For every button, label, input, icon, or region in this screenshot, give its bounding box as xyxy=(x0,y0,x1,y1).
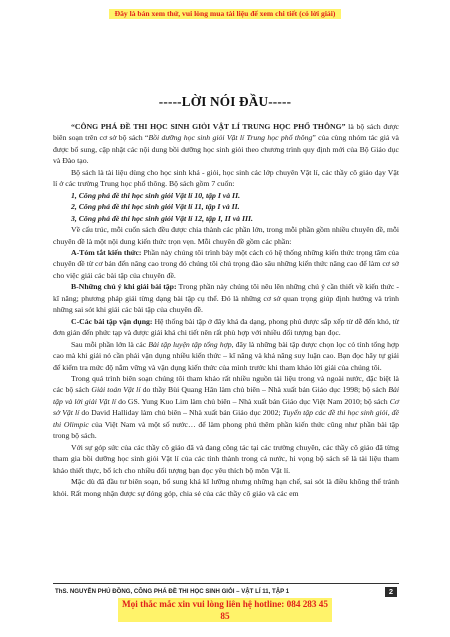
hotline-banner: Mọi thắc mắc xin vui lòng liên hệ hotline: 084 283 45 85 xyxy=(118,598,332,622)
series-title: “CÔNG PHÁ ĐỀ THI HỌC SINH GIỎI VẬT LÍ TRUNG HỌC PHỔ THÔNG” xyxy=(71,122,346,131)
section-b-label: B-Những chú ý khi giải bài tập: xyxy=(71,282,177,292)
footer-divider xyxy=(53,583,399,584)
structure-paragraph: Về cấu trúc, mỗi cuốn sách đều được chia thành các phần lớn, trong mỗi phần gồm nhiều chuyên đề, mỗi chuyên đề là một nội dung kiến thức trọn vẹn. Mỗi chuyên đề gồm các phần: xyxy=(53,225,399,246)
page-number: 2 xyxy=(385,587,397,597)
references-paragraph: Trong quá trình biên soạn chúng tôi tham khảo rất nhiều nguồn tài liệu trong và ngoài nước, đặc biệt là các bộ sách Giải toán Vật lí do thầy Bùi Quang Hân làm chủ biên – Nhà xuất bản Giáo dục 1998; bộ sách Bài tập và lời giải Vật lí do GS. Yung Kuo Lim làm chủ biên – Nhà xuất bản Giáo dục Việt Nam 2010; bộ sách Cơ sở Vật lí do David Halliday làm chủ biên – Nhà xuất bản Giáo dục 2002; Tuyển tập các đề thi học sinh giỏi, đề thi Olimpic của Việt Nam và một số nước… để làm phong phú thêm phần kiến thức cũng như phần bài tập trong bộ sách. xyxy=(53,373,400,441)
section-a-paragraph: A-Tóm tắt kiến thức: Phần này chúng tôi trình bày một cách có hệ thống những kiến thức trọng tâm của chuyên đề từ cơ bản đến nâng cao trong đó chúng tôi chú trọng đào sâu những kiến thức nâng cao để làm cơ sở cho việc giải các bài tập của chuyên đề. xyxy=(53,247,399,280)
footer-running-title: ThS. NGUYỄN PHÚ ĐỒNG, CÔNG PHÁ ĐỀ THI HỌC SINH GIỎI – VẬT LÍ 11, TẬP 1 xyxy=(55,588,290,595)
page-title: -----LỜI NÓI ĐẦU----- xyxy=(158,94,292,109)
thanks-paragraph: Với sự góp sức của các thầy cô giáo đã và đang công tác tại các trường chuyên, các thầy cô giáo đã từng tham gia bồi dưỡng học sinh giỏi Vật lí của các tỉnh thành trong cả nước, hi vọng bộ sách sẽ là tài liệu tham khảo thiết thực, bổ ích cho nhiều đối tượng bạn đọc yêu thích bộ môn Vật lí. xyxy=(53,442,399,475)
intro-paragraph: “CÔNG PHÁ ĐỀ THI HỌC SINH GIỎI VẬT LÍ TRUNG HỌC PHỔ THÔNG” là bộ sách được biên soạn trên cơ sở bộ sách “Bồi dưỡng học sinh giỏi Vật lí Trung học phổ thông” của cùng nhóm tác giả và được bổ sung, cập nhật các nội dung bồi dưỡng học sinh giỏi theo chương trình quy định mới của Bộ Giáo dục và Đào tạo. xyxy=(53,122,399,166)
book-list-item: 3, Công phá đề thi học sinh giỏi Vật lí 12, tập I, II và III. xyxy=(71,213,253,223)
document-body xyxy=(53,121,399,499)
section-c-label: C-Các bài tập vận dụng: xyxy=(71,316,153,326)
section-a-label: A-Tóm tắt kiến thức: xyxy=(71,247,142,257)
audience-paragraph: Bộ sách là tài liệu dùng cho học sinh khá - giỏi, học sinh các lớp chuyên Vật lí, các thầy cô giáo dạy Vật lí ở các trường Trung học phổ thông. Bộ sách gồm 7 cuốn: xyxy=(53,167,399,189)
section-b-paragraph: B-Những chú ý khi giải bài tập: Trong phần này chúng tôi nêu lên những chú ý cần thiết về kiến thức - kĩ năng; phương pháp giải từng dạng bài tập cụ thể. Đó là những cơ sở quan trọng giúp định hướng và trình những sai sót khi giải các bài tập của chuyên đề. xyxy=(53,282,399,315)
practice-paragraph: Sau mỗi phần lớn là các Bài tập luyện tập tổng hợp, đây là những bài tập được chọn lọc có tính tổng hợp cao mà khi giải nó cần phải vận dụng nhiều kiến thức – kĩ năng và khả năng suy luận cao. Bạn đọc hãy tự giải để kiểm tra mức độ nắm vững và vận dụng kiến thức của mình trước khi tham khảo lời giải của chúng tôi. xyxy=(53,339,399,372)
closing-paragraph: Mặc dù đã đầu tư biên soạn, bổ sung khá kĩ lưỡng nhưng những hạn chế, sai sót là điều không thể tránh khỏi. Rất mong nhận được sự đóng góp, chia sẻ của các thầy cô giáo và các em xyxy=(53,477,399,498)
book-list-item: 1, Công phá đề thi học sinh giỏi Vật lí 10, tập I và II. xyxy=(71,190,241,200)
section-c-paragraph: C-Các bài tập vận dụng: Hệ thống bài tập ở đây khá đa dạng, phong phú được sắp xếp từ dễ đến khó, từ đơn giản đến phức tạp và được giải khá chi tiết nên rất phù hợp với nhiều đối tượng bạn đọc. xyxy=(53,316,400,338)
preview-notice-banner: Đây là bản xem thử, vui lòng mua tài liệu để xem chi tiết (có lời giải) xyxy=(109,9,341,19)
book-list-item: 2, Công phá đề thi học sinh giỏi Vật lí 11, tập I và II. xyxy=(71,202,240,212)
